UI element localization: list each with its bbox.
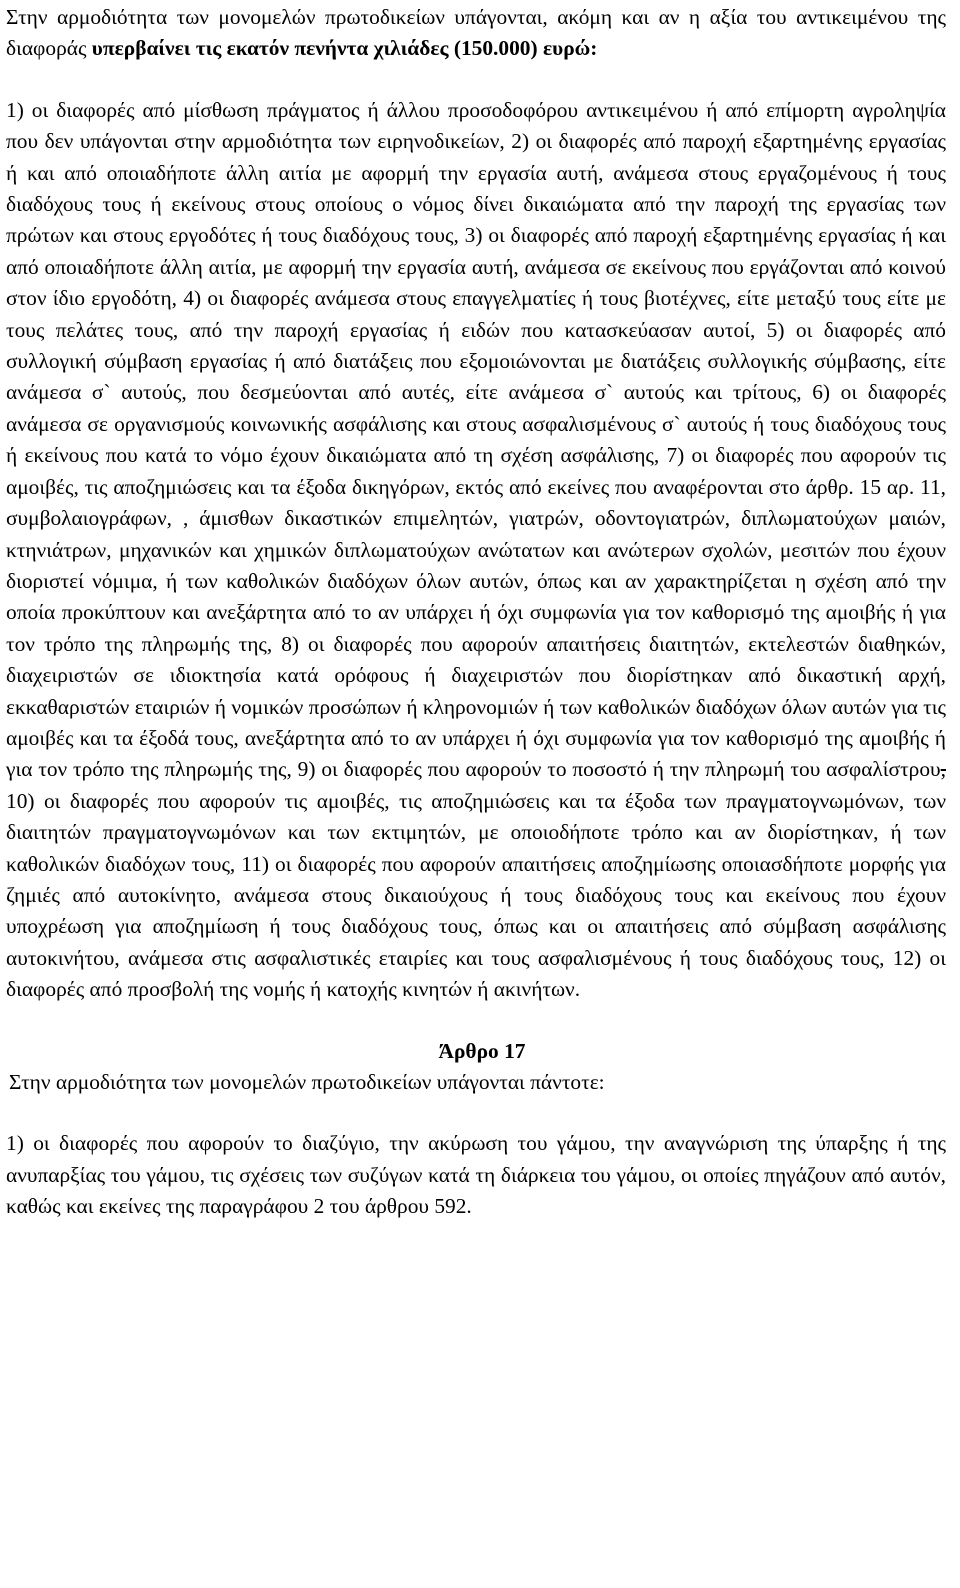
intro-paragraph — [6, 2, 946, 65]
intro-text: Στην αρμοδιότητα των μονομελών πρωτοδικείων υπάγονται, ακόμη και αν η αξία του αντικειμένου της διαφοράς — [6, 5, 946, 61]
struck-comma: , — [940, 757, 946, 782]
list-text-part1: 1) οι διαφορές από μίσθωση πράγματος ή άλλου προσοδοφόρου αντικειμένου ή από επίμορτη αγροληψία που δεν υπάγονται στην αρμοδιότητα των ειρηνοδικείων, 2) οι διαφορές από παροχή εξαρτημένης εργασίας ή και από οποιαδήποτε άλλη αιτία με αφορμή την εργασία αυτή, ανάμεσα στους εργαζομένους ή τους διαδόχους τους ή εκείνους στους οποίους ο νόμος δίνει δικαιώματα από την παροχή της εργασίας των πρώτων και στους εργοδότες ή τους διαδόχους τους, 3) οι διαφορές από παροχή εξαρτημένης εργασίας ή και από οποιαδήποτε άλλη αιτία, με αφορμή την εργασία αυτή, ανάμεσα σε εκείνους που εργάζονται από κοινού στον ίδιο εργοδότη, 4) οι διαφορές ανάμεσα στους επαγγελματίες ή τους βιοτέχνες, είτε μεταξύ τους είτε με τους πελάτες τους, από την παροχή εργασίας ή ειδών που κατασκεύασαν αυτοί, 5) οι διαφορές από συλλογική σύμβαση εργασίας ή από διατάξεις που εξομοιώνονται με διατάξεις συλλογικής σύμβασης, είτε ανάμεσα σ` αυτούς, που δεσμεύονται από αυτές, είτε ανάμεσα σ` αυτούς και τρίτους, 6) οι διαφορές ανάμεσα σε οργανισμούς κοινωνικής ασφάλισης και στους ασφαλισμένους σ` αυτούς ή τους διαδόχους τους ή εκείνους που κατά το νόμο έχουν δικαιώματα από τη σχέση ασφάλισης, 7) οι διαφορές που αφορούν τις αμοιβές, τις αποζημιώσεις και τα έξοδα δικηγόρων, εκτός από εκείνες που αναφέρονται στο άρθρ. 15 αρ. 11, συμβολαιογράφων, , άμισθων δικαστικών επιμελητών, γιατρών, οδοντογιατρών, διπλωματούχων μαιών, κτηνιάτρων, μηχανικών και χημικών διπλωματούχων ανώτατων και ανώτερων σχολών, μεσιτών που έχουν διοριστεί νόμιμα, ή των καθολικών διαδόχων όλων αυτών, όπως και αν χαρακτηρίζεται η σχέση από την οποία προκύπτουν και ανεξάρτητα από το αν υπάρχει ή όχι συμφωνία για τον καθορισμό της αμοιβής ή για τον τρόπο της πληρωμής της, 8) οι διαφορές που αφορούν απαιτήσεις διαιτητών, εκτελεστών διαθηκών, διαχειριστών σε ιδιοκτησία κατά ορόφους ή διαχειριστών που διορίστηκαν από δικαστική αρχή, εκκαθαριστών εταιριών ή νομικών προσώπων ή κληρονομιών ή των καθολικών διαδόχων όλων αυτών για τις αμοιβές και τα έξοδά τους, ανεξάρτητα από το αν υπάρχει ή όχι συμφωνία για τον καθορισμό της αμοιβής ή για τον τρόπο της πληρωμής της, 9) οι διαφορές που αφορούν το ποσοστό ή την πληρωμή του ασφαλίστρου — [6, 97, 946, 782]
list-paragraph — [6, 95, 946, 1006]
paragraph-spacer — [6, 1098, 946, 1128]
list-text-part2: 10) οι διαφορές που αφορούν τις αμοιβές, τις αποζημιώσεις και τα έξοδα των πραγματογνωμόνων, των διαιτητών πραγματογνωμόνων και των εκτιμητών, με οποιοδήποτε τρόπο και αν διορίστηκαν, ή των καθολικών διαδόχων τους, 11) οι διαφορές που αφορούν απαιτήσεις αποζημίωσης οποιασδήποτε μορφής για ζημιές από αυτοκίνητο, ανάμεσα στους δικαιούχους ή τους διαδόχους τους και εκείνους που έχουν υποχρέωση για αποζημίωση ή τους διαδόχους τους, όπως και οι απαιτήσεις από σύμβαση ασφάλισης αυτοκινήτου, ανάμεσα στις ασφαλιστικές εταιρίες και τους ασφαλισμένους ή τους διαδόχους τους, 12) οι διαφορές από προσβολή της νομής ή κατοχής κινητών ή ακινήτων. — [6, 788, 946, 1002]
paragraph-spacer — [6, 1006, 946, 1036]
article-heading: Άρθρο 17 — [438, 1038, 526, 1063]
document-page — [6, 2, 946, 1223]
article-item-1: 1) οι διαφορές που αφορούν το διαζύγιο, την ακύρωση του γάμου, την αναγνώριση της ύπαρξης ή της ανυπαρξίας του γάμου, τις σχέσεις των συζύγων κατά τη διάρκεια του γάμου, οι οποίες πηγάζουν από αυτόν, καθώς και εκείνες της παραγράφου 2 του άρθρου 592. — [6, 1131, 946, 1219]
article-lead: Στην αρμοδιότητα των μονομελών πρωτοδικείων υπάγονται πάντοτε: — [9, 1070, 605, 1094]
intro-emphasis: υπερβαίνει τις εκατόν πενήντα χιλιάδες (150.000) ευρώ: — [91, 36, 598, 61]
paragraph-spacer — [6, 65, 946, 95]
